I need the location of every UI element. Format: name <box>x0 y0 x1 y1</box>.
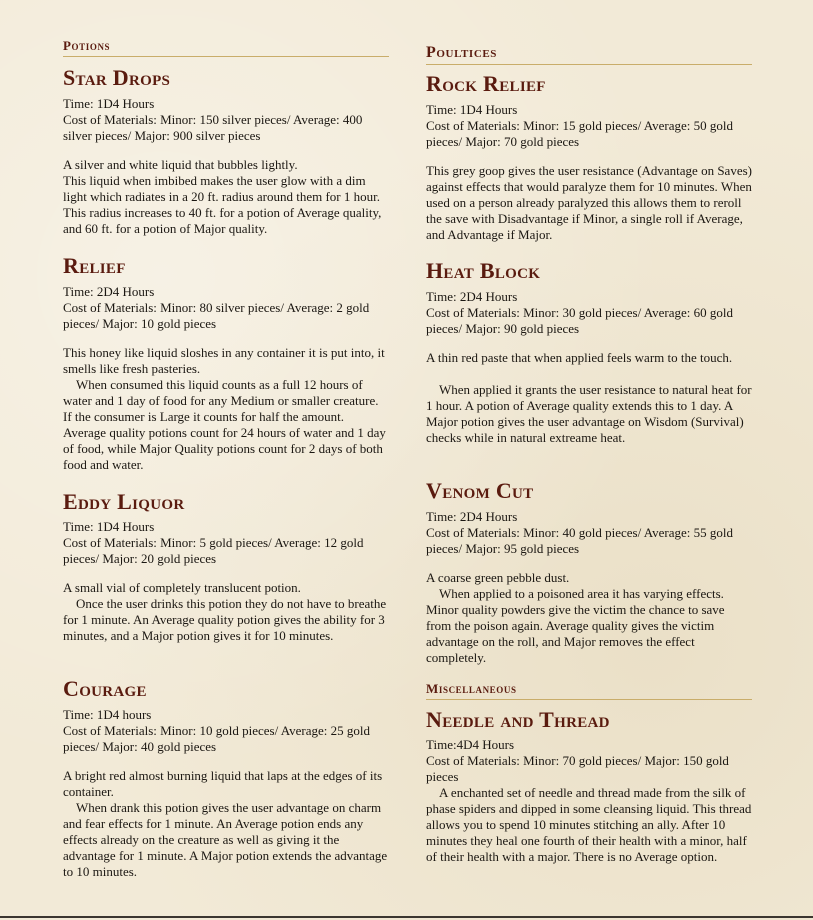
entry-paragraph: A small vial of completely translucent potion. <box>63 580 301 595</box>
entry-cost: Cost of Materials: Minor: 40 gold pieces/ Average: 55 gold pieces/ Major: 95 gold pieces <box>426 525 734 556</box>
entry-cost: Cost of Materials: Minor: 70 gold pieces/ Major: 150 gold pieces <box>426 753 729 784</box>
entry-cost: Cost of Materials: Minor: 150 silver pieces/ Average: 400 silver pieces/ Major: 900 silver pieces <box>63 112 363 143</box>
entry-title-star-drops: Star Drops <box>63 65 171 90</box>
entry-paragraph: This honey like liquid sloshes in any container it is put into, it smells like fresh pasteries. <box>63 345 385 376</box>
entry-title-relief: Relief <box>63 253 126 278</box>
entry-time: Time:4D4 Hours <box>426 737 515 752</box>
entry-paragraph: A bright red almost burning liquid that laps at the edges of its container. <box>63 768 383 799</box>
entry-paragraph: A coarse green pebble dust. <box>426 570 570 585</box>
entry-cost: Cost of Materials: Minor: 10 gold pieces/ Average: 25 gold pieces/ Major: 40 gold pieces <box>63 723 371 754</box>
entry-paragraph: This grey goop gives the user resistance (Advantage on Saves) against effects that would paralyze them for 10 minutes. When used on a person already paralyzed this allows them to reroll the save with Disadvantage if Minor, a single roll if Average, and Advantage if Major. <box>426 163 752 242</box>
section-heading-poultices: Poultices <box>426 44 752 65</box>
entry-title-eddy-liquor: Eddy Liquor <box>63 489 185 514</box>
entry-paragraph: A enchanted set of needle and thread made from the silk of phase spiders and dipped in some cleansing liquid. This thread allows you to spend 10 minutes stitching an ally. After 10 minutes they heal one fourth of their health with a minor, half of their health with a major. There is no Average option. <box>426 785 752 864</box>
section-heading-miscellaneous: Miscellaneous <box>426 681 752 700</box>
entry-title-rock-relief: Rock Relief <box>426 71 546 96</box>
entry-paragraph: Once the user drinks this potion they do not have to breathe for 1 minute. An Average quality potion gives the ability for 3 minutes, and a Major potion gives it for 10 minutes. <box>63 596 387 643</box>
entry-time: Time: 2D4 Hours <box>426 509 518 524</box>
entry-time: Time: 2D4 Hours <box>426 289 518 304</box>
entry-time: Time: 2D4 Hours <box>63 284 155 299</box>
entry-paragraph: This liquid when imbibed makes the user glow with a dim light which radiates in a 20 ft. radius around them for 1 hour. This radius increases to 40 ft. for a potion of Average quality, and 60 ft. for a potion of Major quality. <box>63 173 382 236</box>
entry-cost: Cost of Materials: Minor: 5 gold pieces/ Average: 12 gold pieces/ Major: 20 gold pieces <box>63 535 364 566</box>
page-bottom-rule <box>0 916 813 918</box>
entry-title-courage: Courage <box>63 676 147 701</box>
entry-title-venom-cut: Venom Cut <box>426 478 534 503</box>
entry-paragraph: When drank this potion gives the user advantage on charm and fear effects for 1 minute. An Average potion ends any effects already on the creature as well as giving it the advantage for 1 minute. A Major potion extends the advantage to 10 minutes. <box>63 800 388 879</box>
entry-cost: Cost of Materials: Minor: 30 gold pieces/ Average: 60 gold pieces/ Major: 90 gold pieces <box>426 305 734 336</box>
entry-time: Time: 1D4 Hours <box>63 519 155 534</box>
entry-time: Time: 1D4 Hours <box>426 102 518 117</box>
entry-time: Time: 1D4 hours <box>63 707 152 722</box>
entry-paragraph: A silver and white liquid that bubbles lightly. <box>63 157 298 172</box>
entry-cost: Cost of Materials: Minor: 15 gold pieces/ Average: 50 gold pieces/ Major: 70 gold pieces <box>426 118 734 149</box>
entry-time: Time: 1D4 Hours <box>63 96 155 111</box>
entry-title-heat-block: Heat Block <box>426 258 541 283</box>
entry-paragraph: When applied it grants the user resistance to natural heat for 1 hour. A potion of Average quality extends this to 1 day. A Major potion gives the user advantage on Wisdom (Survival) checks while in natural extreame heat. <box>426 382 752 445</box>
entry-paragraph: When applied to a poisoned area it has varying effects. Minor quality powders give the victim the chance to save from the poison again. Average quality gives the victim advantage on the roll, and Major removes the effect completely. <box>426 586 725 665</box>
section-heading-potions: Potions <box>63 38 389 57</box>
entry-paragraph: When consumed this liquid counts as a full 12 hours of water and 1 day of food for any Medium or smaller creature. If the consumer is Large it counts for half the amount. Average quality potions count for 24 hours of water and 1 day of food, while Major Quality potions count for 2 days of both food and water. <box>63 377 386 472</box>
entry-cost: Cost of Materials: Minor: 80 silver pieces/ Average: 2 gold pieces/ Major: 10 gold pieces <box>63 300 370 331</box>
entry-title-needle-and-thread: Needle and Thread <box>426 707 610 732</box>
entry-paragraph: A thin red paste that when applied feels warm to the touch. <box>426 350 733 365</box>
